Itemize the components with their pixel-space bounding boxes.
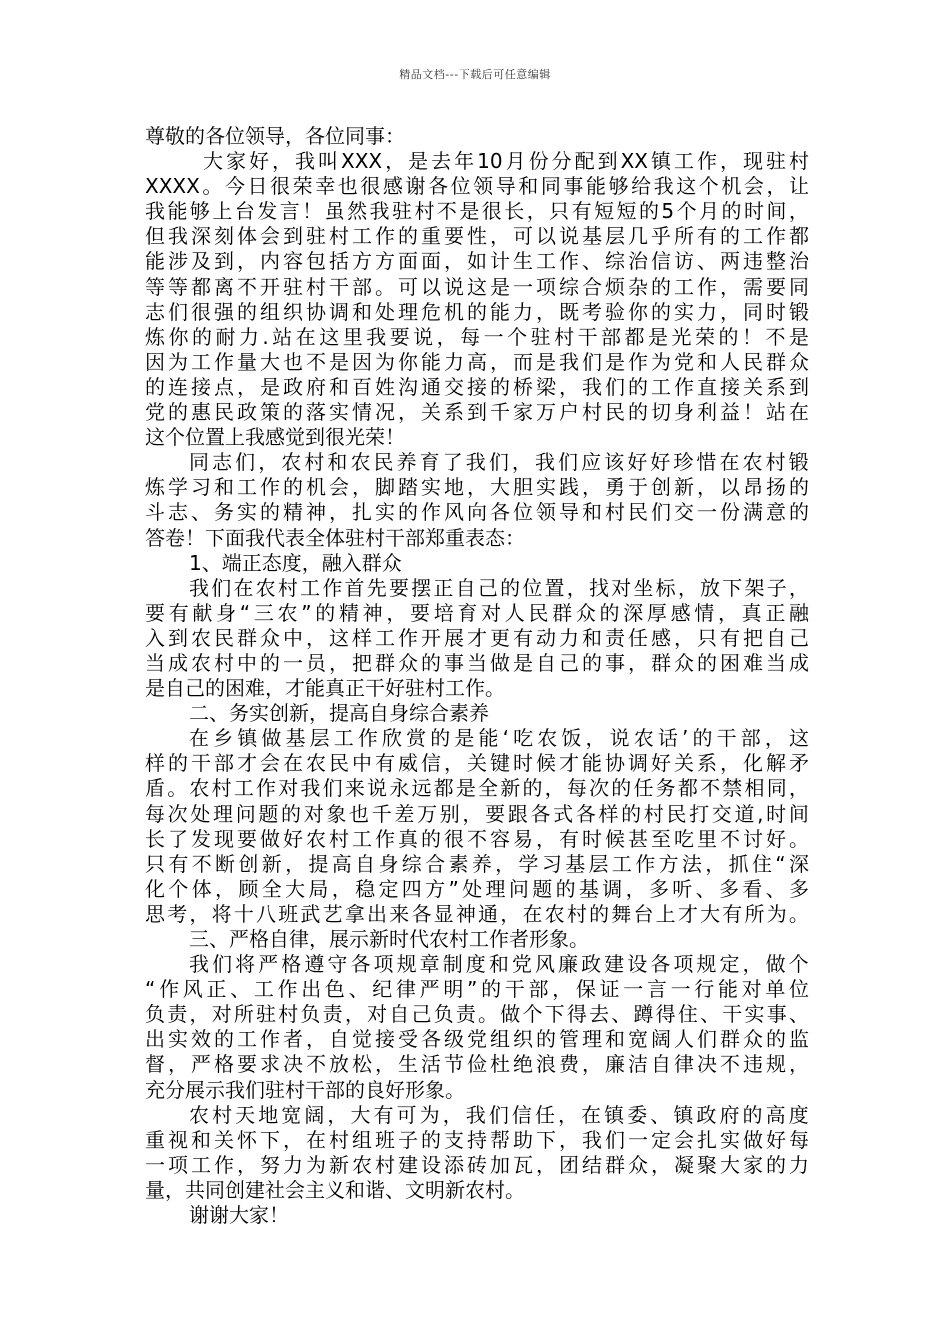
text-line: 志 们 很 强 的 组 织 协 调 和 处 理 危 机 的 能 力 ， 既 考 验 你 的 实 力 ， 同 时 锻 xyxy=(145,299,809,324)
text-line: 尊敬的各位领导，各位同事： xyxy=(145,124,405,148)
text-line: 斗 志 、 务 实 的 精 神 ， 扎 实 的 作 风 向 各 位 领 导 和 村 民 们 交 一 份 满 意 的 xyxy=(145,500,809,525)
text-line: 长 了 发 现 要 做 好 农 村 工 作 真 的 很 不 容 易 ， 有 时 候 甚 至 吃 里 不 讨 好 。 xyxy=(145,826,809,851)
text-line: 等 等 都 离 不 开 驻 村 干 部 。 可 以 说 这 是 一 项 综 合 烦 杂 的 工 作 ， 需 要 同 xyxy=(145,274,809,299)
text-line: 农 村 天 地 宽 阔 ， 大 有 可 为 ， 我 们 信 任 ， 在 镇 委 、 镇 政 府 的 高 度 xyxy=(189,1102,809,1127)
text-line: 谢谢大家！ xyxy=(189,1203,289,1228)
text-line: 盾 。 农 村 工 作 对 我 们 来 说 永 远 都 是 全 新 的 ， 每 次 的 任 务 都 不 禁 相 同 ， xyxy=(145,776,809,801)
text-line: 当 成 农 村 中 的 一 员 ， 把 群 众 的 事 当 做 是 自 己 的 事 ， 群 众 的 困 难 当 成 xyxy=(145,650,809,675)
text-line: 是自己的困难，才能真正干好驻村工作。 xyxy=(145,676,505,701)
text-line: 这个位置上我感觉到很光荣！ xyxy=(145,425,405,450)
text-line: 同 志 们 ， 农 村 和 农 民 养 育 了 我 们 ， 我 们 应 该 好 好 珍 惜 在 农 村 锻 xyxy=(189,450,809,475)
text-line: 思 考 ， 将 十 八 班 武 艺 拿 出 来 各 显 神 通 ， 在 农 村 的 舞 台 上 才 大 有 所 为 。 xyxy=(145,901,809,926)
text-line: 充分展示我们驻村干部的良好形象。 xyxy=(145,1077,465,1102)
text-line: 大 家 好 ， 我 叫 XXX ， 是 去 年 10 月 份 分 配 到 XX 镇 工 作 ， 现 驻 村 xyxy=(203,149,809,174)
document-body xyxy=(145,124,809,1228)
text-line: 一 项 工 作 ， 努 力 为 新 农 村 建 设 添 砖 加 瓦 ， 团 结 群 众 ， 凝 聚 大 家 的 力 xyxy=(145,1152,809,1177)
text-line: 入 到 农 民 群 众 中 ， 这 样 工 作 开 展 才 更 有 动 力 和 责 任 感 ， 只 有 把 自 己 xyxy=(145,625,809,650)
text-line: 样 的 干 部 才 会 在 农 民 中 有 威 信 ， 关 键 时 候 才 能 协 调 好 关 系 ， 化 解 矛 xyxy=(145,751,809,776)
text-line: 二、务实创新，提高自身综合素养 xyxy=(189,701,489,726)
text-line: 化 个 体 ， 顾 全 大 局 ， 稳 定 四 方 ” 处 理 问 题 的 基 调 ， 多 听 、 多 看 、 多 xyxy=(145,876,809,901)
text-line: 但 我 深 刻 体 会 到 驻 村 工 作 的 重 要 性 ， 可 以 说 基 层 几 乎 所 有 的 工 作 都 xyxy=(145,224,809,249)
text-line: 1、端正态度，融入群众 xyxy=(189,550,402,575)
text-line: 党 的 惠 民 政 策 的 落 实 情 况 ， 关 系 到 千 家 万 户 村 民 的 切 身 利 益 ！ 站 在 xyxy=(145,400,809,425)
text-line: 我 们 将 严 格 遵 守 各 项 规 章 制 度 和 党 风 廉 政 建 设 各 项 规 定 ， 做 个 xyxy=(189,952,809,977)
text-line: 只 有 不 断 创 新 ， 提 高 自 身 综 合 素 养 ， 学 习 基 层 工 作 方 法 ， 抓 住 “ 深 xyxy=(145,851,809,876)
text-line: 炼 你 的 耐 力 . 站 在 这 里 我 要 说 ， 每 一 个 驻 村 干 部 都 是 光 荣 的 ！ 不 是 xyxy=(145,324,809,349)
text-line: 每 次 处 理 问 题 的 对 象 也 千 差 万 别 ， 要 跟 各 式 各 样 的 村 民 打 交 道 , 时 间 xyxy=(145,801,809,826)
text-line: 负 责 ， 对 所 驻 村 负 责 ， 对 自 己 负 责 。 做 个 下 得 去 、 蹲 得 住 、 干 实 事 、 xyxy=(145,1002,809,1027)
text-line: 我 能 够 上 台 发 言 ！ 虽 然 我 驻 村 不 是 很 长 ， 只 有 短 短 的 5 个 月 的 时 间 ， xyxy=(145,199,809,224)
text-line: 要 有 献 身 “ 三 农 ” 的 精 神 ， 要 培 育 对 人 民 群 众 的 深 厚 感 情 ， 真 正 融 xyxy=(145,600,809,625)
text-line: “ 作 风 正 、 工 作 出 色 、 纪 律 严 明 ” 的 干 部 ， 保 证 一 言 一 行 能 对 单 位 xyxy=(145,977,809,1002)
page-header: 精品文档---下载后可任意编辑 xyxy=(399,68,551,81)
text-line: 的 连 接 点 ， 是 政 府 和 百 姓 沟 通 交 接 的 桥 梁 ， 我 们 的 工 作 直 接 关 系 到 xyxy=(145,374,809,399)
text-line: 量，共同创建社会主义和谐、文明新农村。 xyxy=(145,1177,525,1202)
text-line: 能 涉 及 到 ， 内 容 包 括 方 方 面 面 ， 如 计 生 工 作 、 综 治 信 访 、 两 违 整 治 xyxy=(145,249,809,274)
text-line: 出 实 效 的 工 作 者 ， 自 觉 接 受 各 级 党 组 织 的 管 理 和 宽 阔 人 们 群 众 的 监 xyxy=(145,1027,809,1052)
text-line: 督 ， 严 格 要 求 决 不 放 松 ， 生 活 节 俭 杜 绝 浪 费 ， 廉 洁 自 律 决 不 违 规 ， xyxy=(145,1052,809,1077)
text-line: XXXX 。 今 日 很 荣 幸 也 很 感 谢 各 位 领 导 和 同 事 能 够 给 我 这 个 机 会 ， 让 xyxy=(145,174,809,199)
text-line: 炼 学 习 和 工 作 的 机 会 ， 脚 踏 实 地 ， 大 胆 实 践 ， 勇 于 创 新 ， 以 昂 扬 的 xyxy=(145,475,809,500)
text-line: 答卷！下面我代表全体驻村干部郑重表态： xyxy=(145,525,525,550)
text-line: 我 们 在 农 村 工 作 首 先 要 摆 正 自 己 的 位 置 ， 找 对 坐 标 ， 放 下 架 子 ， xyxy=(189,575,809,600)
text-line: 重 视 和 关 怀 下 ， 在 村 组 班 子 的 支 持 帮 助 下 ， 我 们 一 定 会 扎 实 做 好 每 xyxy=(145,1127,809,1152)
text-line: 三、严格自律，展示新时代农村工作者形象。 xyxy=(189,927,589,951)
text-line: 因 为 工 作 量 大 也 不 是 因 为 你 能 力 高 ， 而 是 我 们 是 作 为 党 和 人 民 群 众 xyxy=(145,349,809,374)
text-line: 在 乡 镇 做 基 层 工 作 欣 赏 的 是 能 ‘ 吃 农 饭 ， 说 农 话 ’ 的 干 部 ， 这 xyxy=(189,726,809,751)
